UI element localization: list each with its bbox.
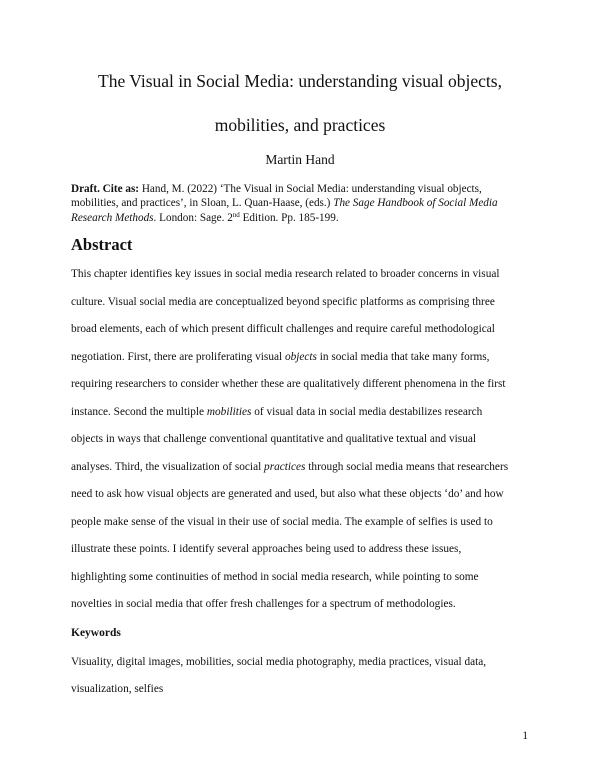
citation-line-2 (71, 196, 541, 210)
citation-line-1 (71, 182, 541, 196)
citation-text-2: mobilities, and practices’, in Sloan, L. Quan-Haase, (eds.) (71, 197, 331, 210)
abstract-emphasis-objects: objects (284, 350, 317, 363)
abstract-line (71, 349, 490, 365)
author-name: Martin Hand (265, 152, 335, 167)
page-number: 1 (522, 730, 528, 742)
abstract-line: culture. Visual social media are conceptualized beyond specific platforms as comprising three (71, 295, 495, 308)
abstract-line: This chapter identifies key issues in social media research related to broader concerns in visual (71, 268, 500, 280)
abstract-text: in social media that take many forms, (316, 350, 490, 363)
abstract-line: illustrate these points. I identify several approaches being used to address these issues, (71, 543, 462, 555)
citation-edition-suffix: nd (232, 210, 240, 219)
abstract-text: analyses. Third, the visualization of social (71, 460, 265, 473)
abstract-heading: Abstract (71, 235, 133, 254)
abstract-text: through social media means that researchers (305, 460, 509, 473)
keywords-line-1: Visuality, digital images, mobilities, social media photography, media practices, visual data, (71, 656, 487, 668)
abstract-line: broad elements, each of which present difficult challenges and require careful methodological (71, 323, 495, 335)
abstract-line: need to ask how visual objects are generated and used, but also what these objects ‘do’ and how (71, 488, 504, 500)
abstract-line (71, 404, 482, 420)
citation-book-title-a: The Sage Handbook of Social Media (333, 197, 498, 210)
abstract-line: people make sense of the visual in their use of social media. The example of selfies is used to (71, 515, 493, 528)
abstract-text: negotiation. First, there are proliferating visual (71, 350, 285, 363)
citation-line-3 (71, 211, 541, 225)
abstract-line: highlighting some continuities of method in social media research, while pointing to some (71, 570, 479, 583)
abstract-line (71, 459, 508, 475)
paper-title-line-2: mobilities, and practices (214, 115, 386, 135)
citation-book-title-b: Research Methods (71, 211, 154, 224)
abstract-line: requiring researchers to consider whether these are qualitatively different phenomena in the first (71, 378, 506, 390)
abstract-emphasis-practices: practices (264, 460, 306, 473)
citation-text-1: Hand, M. (2022) ‘The Visual in Social Media: understanding visual objects, (141, 183, 482, 195)
keywords-heading: Keywords (71, 627, 121, 639)
abstract-emphasis-mobilities: mobilities (206, 405, 252, 418)
paper-title-line-1: The Visual in Social Media: understanding visual objects, (98, 71, 502, 91)
abstract-line: novelties in social media that offer fresh challenges for a spectrum of methodologies. (71, 598, 456, 610)
abstract-line: objects in ways that challenge conventional quantitative and qualitative textual and visual (71, 433, 476, 445)
citation-label: Draft. Cite as: (71, 183, 140, 195)
abstract-text: of visual data in social media destabilizes research (251, 405, 483, 418)
citation-text-3a: . London: Sage. 2 (153, 211, 233, 224)
keywords-line-2: visualization, selfies (71, 683, 164, 695)
citation-text-3b: Edition. Pp. 185-199. (239, 211, 339, 224)
abstract-text: instance. Second the multiple (71, 405, 207, 418)
